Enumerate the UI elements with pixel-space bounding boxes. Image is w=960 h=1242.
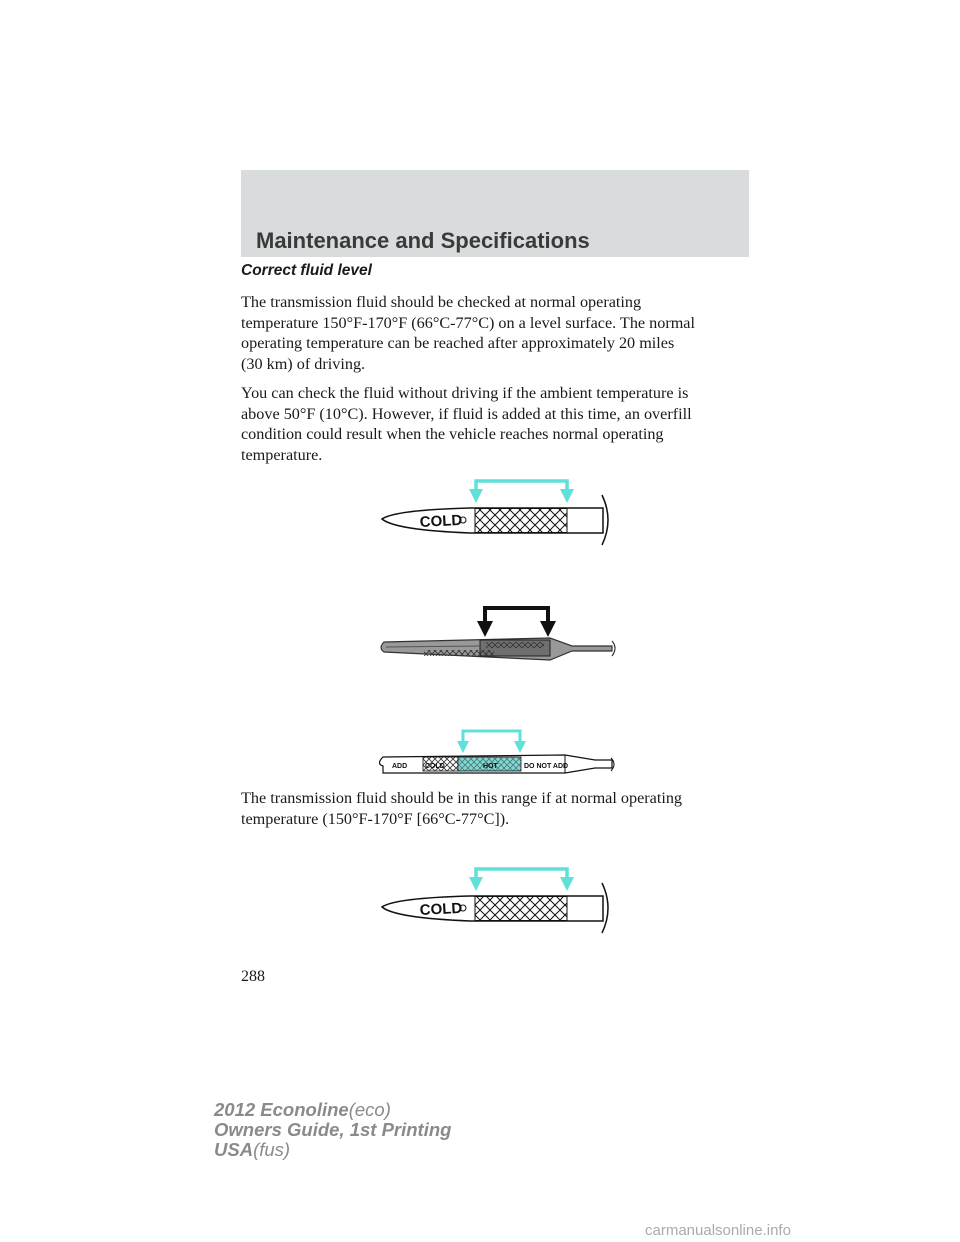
footer-model-code: (eco) xyxy=(348,1099,391,1120)
body-text-2 xyxy=(241,788,721,838)
range-arrow xyxy=(477,608,556,637)
hot-label: HOT xyxy=(483,763,498,770)
paragraph-1 xyxy=(241,292,721,374)
paragraph-3 xyxy=(241,788,721,829)
cold-label: COLD xyxy=(419,511,463,531)
footer-model: 2012 Econoline xyxy=(214,1099,349,1120)
footer-market-code: (fus) xyxy=(253,1139,291,1160)
do-not-add-label: DO NOT ADD xyxy=(524,763,569,770)
section-header xyxy=(241,170,749,257)
footer-line-2: Owners Guide, 1st Printing xyxy=(214,1119,452,1140)
text-line: The transmission fluid should be in this range if at normal operating xyxy=(241,789,683,807)
document-footer xyxy=(214,1100,451,1160)
text-line: operating temperature can be reached after approximately 20 miles xyxy=(241,334,675,352)
text-line: (30 km) of driving. xyxy=(241,354,366,373)
text-line: temperature 150°F-170°F (66°C-77°C) on a level surface. The normal xyxy=(241,313,695,332)
text-line: condition could result when the vehicle reaches normal operating xyxy=(241,425,664,443)
dipstick-cold-figure-1 xyxy=(0,470,960,550)
cold-label: COLD xyxy=(419,899,463,919)
footer-market: USA xyxy=(214,1139,254,1160)
text-line: The transmission fluid should be checked at normal operating xyxy=(241,293,642,311)
text-line: above 50°F (10°C). However, if fluid is added at this time, an overfill xyxy=(241,404,692,423)
paragraph-2 xyxy=(241,383,721,465)
range-arrow xyxy=(457,731,526,753)
subheading: Correct fluid level xyxy=(241,262,372,279)
page-number: 288 xyxy=(241,968,265,985)
footer-line-1 xyxy=(214,1100,451,1120)
dipstick-cold-figure-4 xyxy=(0,858,960,938)
dipstick-grey-figure-2 xyxy=(0,598,960,668)
range-arrow xyxy=(469,869,574,891)
text-line: temperature (150°F-170°F [66°C-77°C]). xyxy=(241,809,510,828)
watermark: carmanualsonline.info xyxy=(645,1222,791,1239)
range-arrow xyxy=(469,481,574,503)
dipstick-labeled-figure-3 xyxy=(0,722,960,782)
cold-label: COLD xyxy=(425,763,445,770)
section-title: Maintenance and Specifications xyxy=(256,228,590,253)
footer-line-3 xyxy=(214,1140,451,1160)
text-line: You can check the fluid without driving if the ambient temperature is xyxy=(241,384,689,402)
add-label: ADD xyxy=(392,763,408,770)
body-text xyxy=(241,262,721,474)
text-line: temperature. xyxy=(241,445,323,464)
